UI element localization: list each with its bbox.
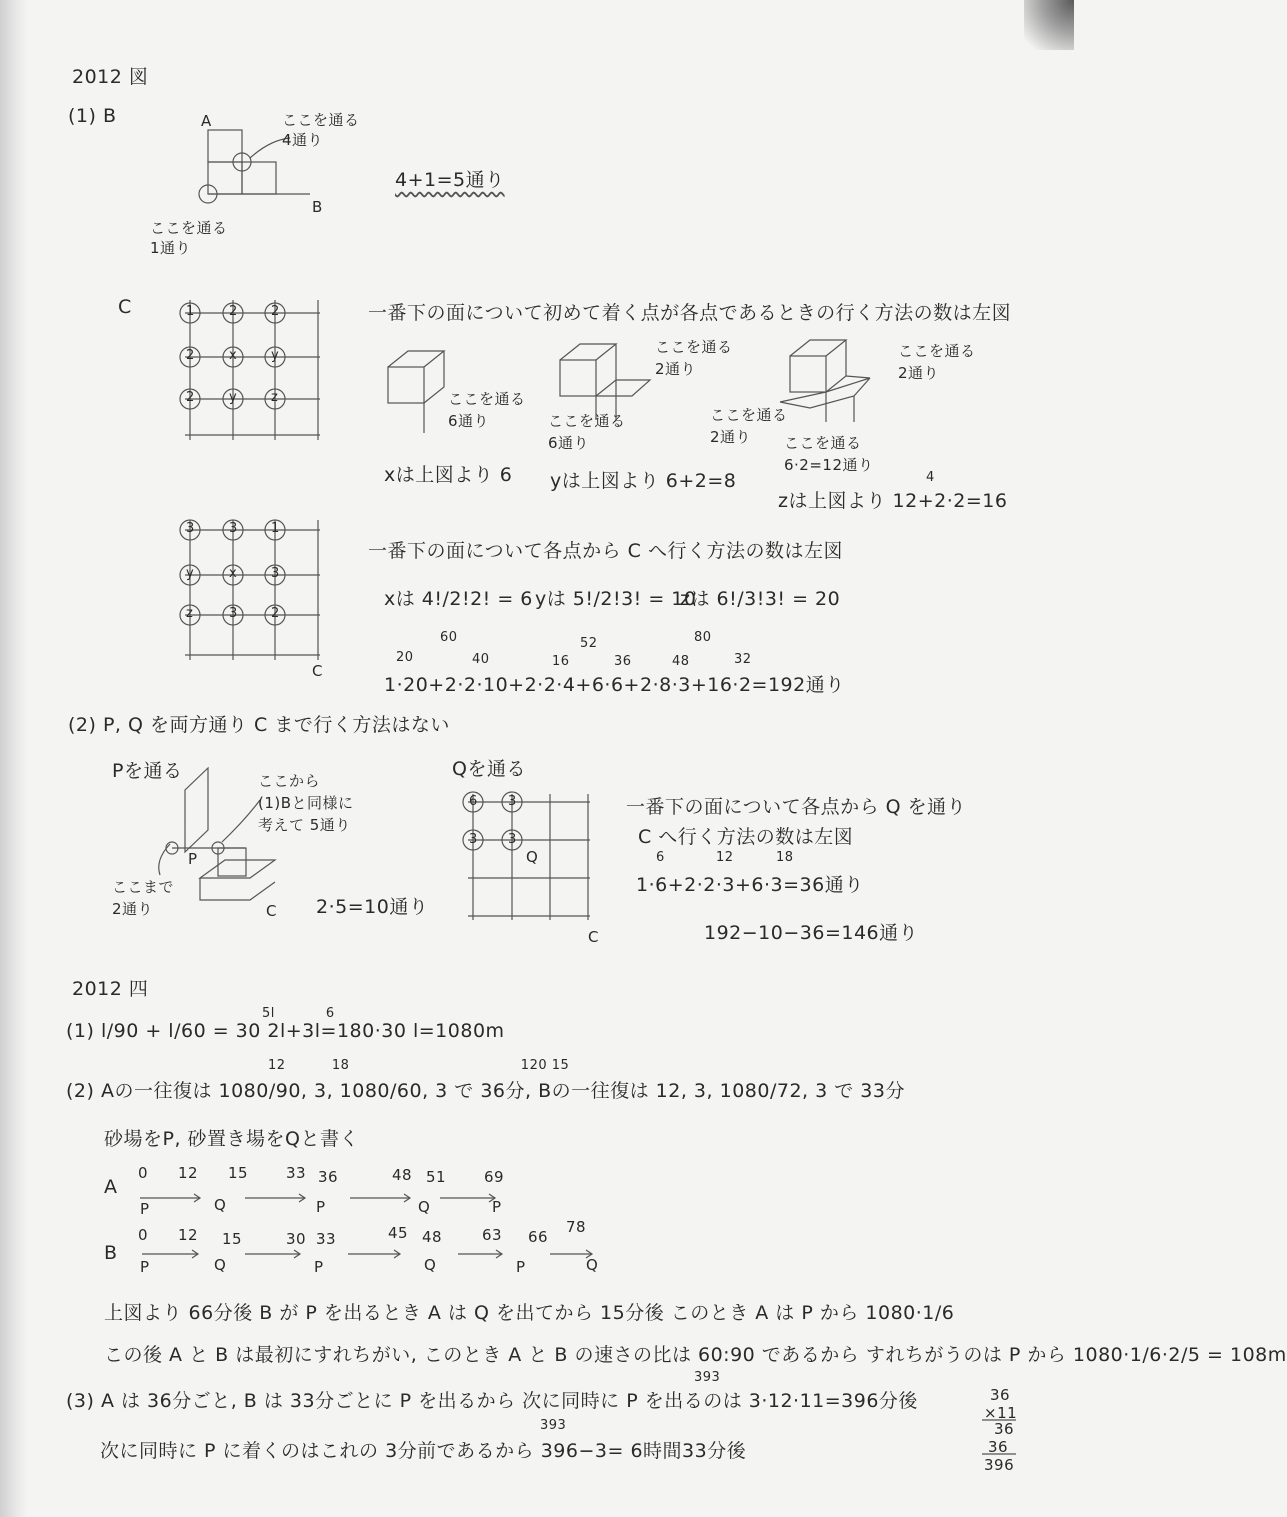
p-result: 2·5=10通り bbox=[316, 896, 429, 918]
p4-q2d: この後 A と B は最初にすれちがい, このとき A と B の速さの比は 60:90 であるから すれちがうのは P から 1080·1/6·2/5 = 108m bbox=[104, 1344, 1287, 1366]
binding-edge bbox=[0, 0, 28, 1517]
cube3c-note: ここを通る 6·2=12通り bbox=[784, 434, 874, 474]
final-result: 192−10−36=146通り bbox=[704, 922, 919, 944]
p4-q2-small: 12 18 120 15 bbox=[268, 1058, 570, 1073]
grid1-cell: 2 bbox=[186, 390, 195, 405]
sum-small: 32 bbox=[734, 652, 752, 667]
grid1-cell: y bbox=[271, 348, 280, 363]
calc-line: 36 bbox=[994, 1420, 1015, 1438]
formula-z: zは 6!/3!3! = 20 bbox=[680, 588, 841, 610]
q-grid-cell: 3 bbox=[508, 794, 517, 809]
row-a-place: P bbox=[492, 1198, 502, 1216]
grid1-cell: x bbox=[229, 348, 238, 363]
q1b-result: 4+1=5通り bbox=[395, 169, 505, 191]
row-a-place: P bbox=[140, 1200, 150, 1218]
row-a-time: 0 bbox=[138, 1164, 149, 1182]
p4-q1: (1) l/90 + l/60 = 30 2l+3l=180·30 l=1080m bbox=[66, 1020, 505, 1042]
section-header-3: 2012 図 bbox=[72, 66, 149, 88]
calc-rules bbox=[980, 1418, 1020, 1458]
sum-small: 36 bbox=[614, 654, 632, 669]
cube3a-note: ここを通る 2通り bbox=[898, 342, 976, 382]
row-a-time: 33 bbox=[286, 1164, 307, 1182]
scan-corner-shadow bbox=[1024, 0, 1074, 50]
row-a-time: 12 bbox=[178, 1164, 199, 1182]
calc-line: 36 bbox=[988, 1438, 1009, 1456]
row-a-time: 51 bbox=[426, 1168, 447, 1186]
sum-top: 80 bbox=[694, 630, 712, 645]
label-b: B bbox=[312, 198, 323, 216]
row-b-place: P bbox=[516, 1258, 526, 1276]
z-text: zは上図より 12+2·2=16 bbox=[778, 490, 1008, 512]
calc-line: ×11 bbox=[984, 1404, 1018, 1422]
q-text2: C へ行く方法の数は左図 bbox=[638, 826, 854, 848]
p4-q3b: 次に同時に P に着くのはこれの 3分前であるから 396−3= 6時間33分後 bbox=[100, 1440, 747, 1462]
y-text: yは上図より 6+2=8 bbox=[550, 470, 737, 492]
grid1-cell: z bbox=[271, 390, 279, 405]
grid2-cell: 3 bbox=[271, 566, 280, 581]
row-b-time: 30 bbox=[286, 1230, 307, 1248]
p-note: ここから (1)Bと同様に 考えて 5通り bbox=[258, 772, 354, 834]
row-b-place: Q bbox=[424, 1256, 437, 1274]
q-sum: 1·6+2·2·3+6·3=36通り bbox=[636, 874, 864, 896]
cube1-note: ここを通る 6通り bbox=[448, 390, 526, 430]
row-b-time: 78 bbox=[566, 1218, 587, 1236]
q-small: 12 bbox=[716, 850, 734, 865]
p-left-note: ここまで 2通り bbox=[112, 878, 175, 918]
p4-q2c: 上図より 66分後 B が P を出るとき A は Q を出てから 15分後 このとき A は P から 1080·1/6 bbox=[104, 1302, 955, 1324]
formula-y: yは 5!/2!3! = 10 bbox=[535, 588, 697, 610]
grid1-cell: 2 bbox=[186, 348, 195, 363]
grid2-cell: 1 bbox=[271, 521, 280, 536]
sum-small: 48 bbox=[672, 654, 690, 669]
label-c: C bbox=[588, 928, 599, 946]
q1c-text2: 一番下の面について各点から C へ行く方法の数は左図 bbox=[368, 540, 843, 562]
label-p: P bbox=[188, 850, 198, 868]
label-c: C bbox=[266, 902, 277, 920]
pass-4-note: ここを通る 4通り bbox=[282, 111, 360, 149]
row-a-place: P bbox=[316, 1198, 326, 1216]
row-a-time: 69 bbox=[484, 1168, 505, 1186]
row-a-place: Q bbox=[418, 1198, 431, 1216]
row-a-time: 36 bbox=[318, 1168, 339, 1186]
p4-q3a: (3) A は 36分ごと, B は 33分ごとに P を出るから 次に同時に P を出るのは 3·12·11=396分後 bbox=[66, 1390, 918, 1412]
cube-diagram-3 bbox=[770, 330, 890, 440]
sum-formula: 1·20+2·2·10+2·2·4+6·6+2·8·3+16·2=192通り bbox=[384, 674, 845, 696]
q1c-label: C bbox=[118, 296, 132, 318]
row-b-place: P bbox=[140, 1258, 150, 1276]
grid2-cell: z bbox=[186, 606, 194, 621]
label-q: Q bbox=[526, 848, 539, 866]
label-a: A bbox=[201, 112, 212, 130]
row-b-time: 45 bbox=[388, 1224, 409, 1242]
cube2b-note: ここを通る 6通り bbox=[548, 412, 626, 452]
sum-top: 60 bbox=[440, 630, 458, 645]
grid2-cell: 2 bbox=[271, 606, 280, 621]
p4-q3-small2: 393 bbox=[540, 1418, 567, 1433]
sum-small: 16 bbox=[552, 654, 570, 669]
row-b-arrows bbox=[130, 1244, 610, 1264]
grid1-cell: 2 bbox=[229, 304, 238, 319]
row-b-time: 48 bbox=[422, 1228, 443, 1246]
p4-q2b: 砂場をP, 砂置き場をQと書く bbox=[104, 1128, 359, 1150]
q2-line: (2) P, Q を両方通り C まで行く方法はない bbox=[68, 714, 450, 736]
grid1-cell: 1 bbox=[186, 304, 195, 319]
row-b-time: 15 bbox=[222, 1230, 243, 1248]
grid-2 bbox=[180, 515, 330, 665]
calc-line: 396 bbox=[984, 1456, 1015, 1474]
p4-q2a: (2) Aの一往復は 1080/90, 3, 1080/60, 3 で 36分, Bの一往復は 12, 3, 1080/72, 3 で 33分 bbox=[66, 1080, 905, 1102]
row-b-time: 63 bbox=[482, 1226, 503, 1244]
grid2-cell: 3 bbox=[229, 521, 238, 536]
row-a-time: 15 bbox=[228, 1164, 249, 1182]
sum-small: 20 bbox=[396, 650, 414, 665]
q-text1: 一番下の面について各点から Q を通り bbox=[626, 796, 967, 818]
p4-q3-small: 393 bbox=[694, 1370, 721, 1385]
q-title: Qを通る bbox=[452, 758, 526, 780]
grid2-cell: 3 bbox=[229, 606, 238, 621]
grid1-cell: y bbox=[229, 390, 238, 405]
grid2-cell: y bbox=[186, 566, 195, 581]
row-a-place: Q bbox=[214, 1196, 227, 1214]
row-b-time: 12 bbox=[178, 1226, 199, 1244]
grid-1 bbox=[180, 295, 330, 445]
q1c-text1: 一番下の面について初めて着く点が各点であるときの行く方法の数は左図 bbox=[368, 302, 1012, 324]
row-b-place: Q bbox=[214, 1256, 227, 1274]
z-small: 4 bbox=[926, 470, 935, 485]
pass-1-note: ここを通る 1通り bbox=[150, 219, 228, 257]
x-text: xは上図より 6 bbox=[384, 464, 513, 486]
p4-q1-small: 5l 6 bbox=[262, 1006, 335, 1021]
sum-small: 40 bbox=[472, 652, 490, 667]
row-b-place: P bbox=[314, 1258, 324, 1276]
q-grid-cell: 6 bbox=[469, 794, 478, 809]
grid2-cell: x bbox=[229, 566, 238, 581]
q-grid-cell: 3 bbox=[469, 832, 478, 847]
calc-line: 36 bbox=[990, 1386, 1011, 1404]
formula-x: xは 4!/2!2! = 6 bbox=[384, 588, 533, 610]
q1-label: (1) B bbox=[68, 105, 117, 127]
sum-top: 52 bbox=[580, 636, 598, 651]
row-b-label: B bbox=[104, 1242, 118, 1264]
row-b-time: 0 bbox=[138, 1226, 149, 1244]
row-b-time: 66 bbox=[528, 1228, 549, 1246]
row-b-time: 33 bbox=[316, 1230, 337, 1248]
grid2-cell: 3 bbox=[186, 521, 195, 536]
q-small: 18 bbox=[776, 850, 794, 865]
section-header-4: 2012 四 bbox=[72, 978, 149, 1000]
row-b-place: Q bbox=[586, 1256, 599, 1274]
cube2a-note: ここを通る 2通り bbox=[655, 338, 733, 378]
q-grid-cell: 3 bbox=[508, 832, 517, 847]
q-small: 6 bbox=[656, 850, 665, 865]
cube3b-note: ここを通る 2通り bbox=[710, 406, 788, 446]
row-a-time: 48 bbox=[392, 1166, 413, 1184]
grid1-cell: 2 bbox=[271, 304, 280, 319]
label-c: C bbox=[312, 662, 323, 680]
row-a-label: A bbox=[104, 1176, 118, 1198]
p-title: Pを通る bbox=[112, 760, 183, 782]
